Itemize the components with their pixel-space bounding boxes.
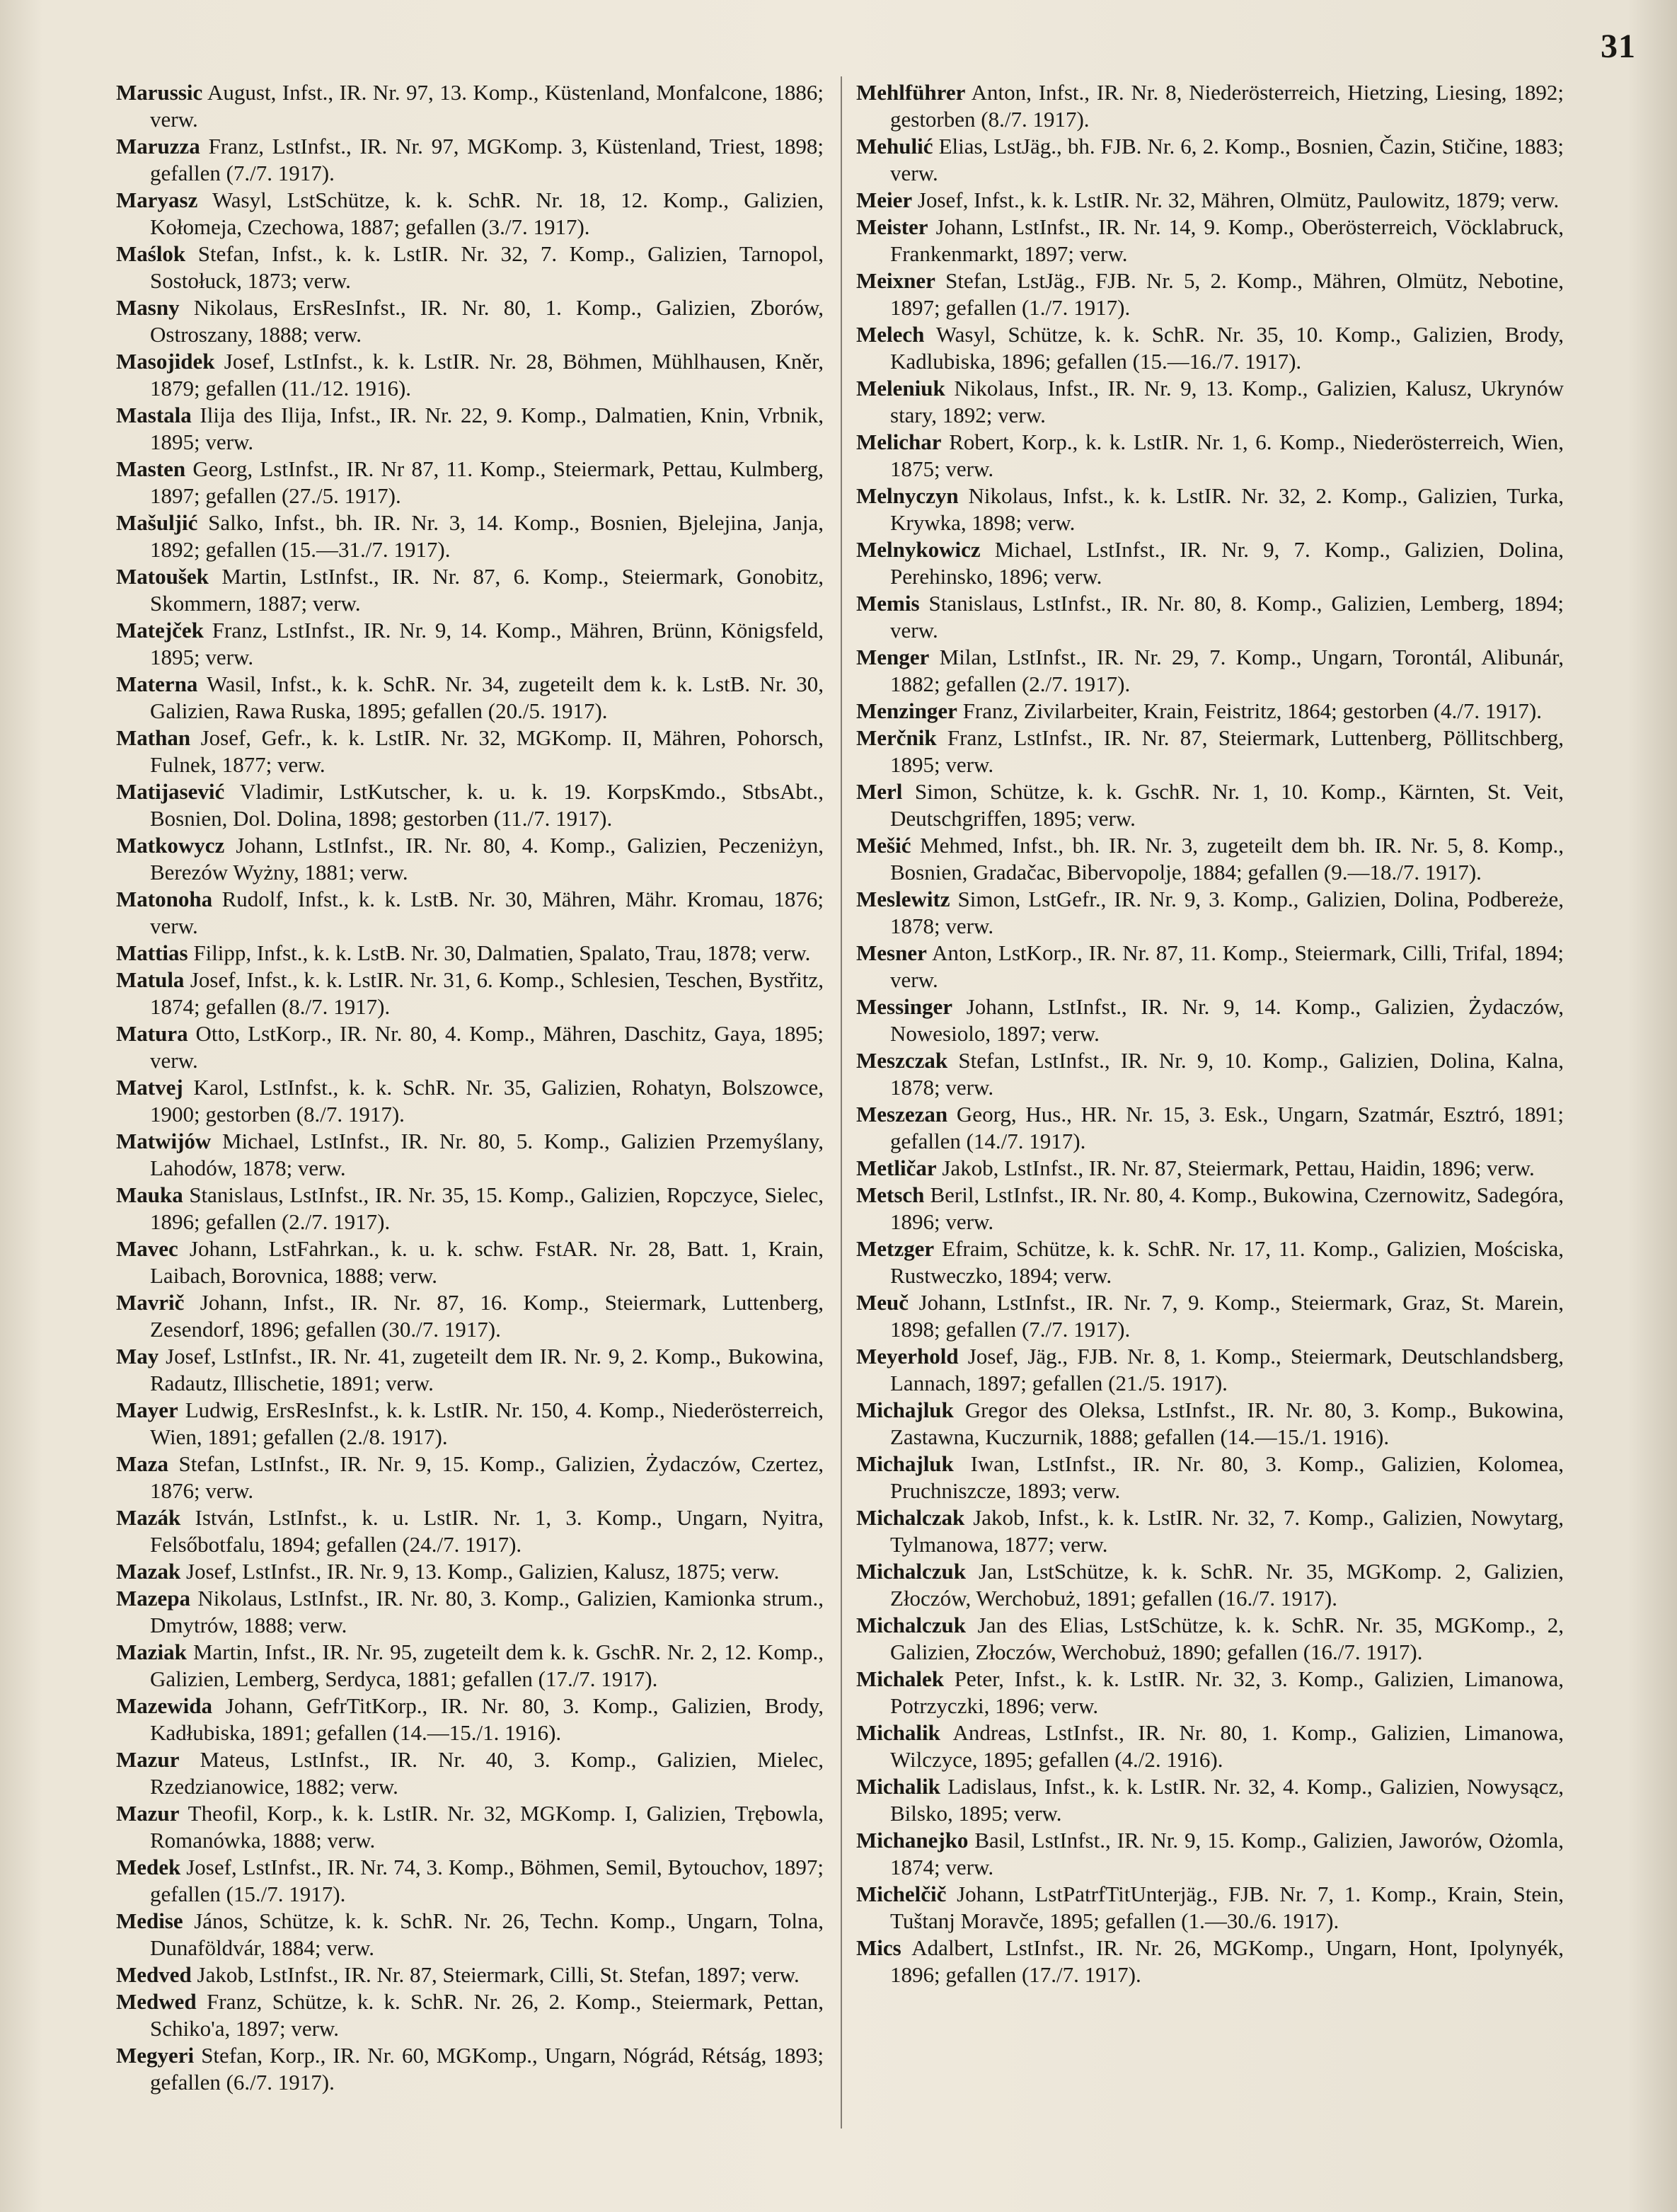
entry-surname: Megyeri: [116, 2043, 195, 2068]
entry-surname: Masny: [116, 295, 180, 320]
list-item: [116, 1397, 824, 1451]
entry-surname: Michajluk: [856, 1451, 954, 1476]
list-item: [116, 671, 824, 725]
entry-surname: Mazur: [116, 1801, 180, 1826]
entry-details: Simon, LstGefr., IR. Nr. 9, 3. Komp., Galizien, Dolina, Podbereże, 1878; verw.: [890, 887, 1564, 938]
entry-details: Franz, LstInfst., IR. Nr. 87, Steiermark, Luttenberg, Pöllitschberg, 1895; verw.: [890, 725, 1564, 777]
entry-details: Vladimir, LstKutscher, k. u. k. 19. KorpsKmdo., StbsAbt., Bosnien, Dol. Dolina, 1898; gestorben (11./7. 1917).: [150, 779, 824, 831]
list-item: [116, 133, 824, 187]
entry-details: Georg, LstInfst., IR. Nr 87, 11. Komp., Steiermark, Pettau, Kulmberg, 1897; gefallen (27./5. 1917).: [150, 456, 824, 508]
entry-surname: Mehulić: [856, 134, 933, 159]
entry-details: Franz, Zivilarbeiter, Krain, Feistritz, 1864; gestorben (4./7. 1917).: [962, 698, 1542, 723]
entry-surname: Melnykowicz: [856, 537, 981, 562]
entry-details: Rudolf, Infst., k. k. LstB. Nr. 30, Mähren, Mähr. Kromau, 1876; verw.: [150, 887, 824, 938]
entry-surname: Maruzza: [116, 134, 200, 159]
list-item: [116, 348, 824, 402]
entry-details: Johann, LstInfst., IR. Nr. 80, 4. Komp., Galizien, Peczeniżyn, Berezów Wyżny, 1881; verw.: [150, 833, 824, 885]
list-item: [116, 1746, 824, 1800]
entry-surname: Matonoha: [116, 887, 213, 911]
entry-details: Stefan, LstInfst., IR. Nr. 9, 15. Komp., Galizien, Żydaczów, Czertez, 1876; verw.: [150, 1451, 824, 1503]
right-column: [856, 79, 1564, 1988]
entry-surname: Michalczak: [856, 1505, 965, 1530]
entry-surname: Meszczak: [856, 1048, 948, 1073]
entry-details: Franz, LstInfst., IR. Nr. 9, 14. Komp., Mähren, Brünn, Königsfeld, 1895; verw.: [150, 618, 824, 669]
list-item: [116, 1182, 824, 1235]
entry-details: Ladislaus, Infst., k. k. LstIR. Nr. 32, 4. Komp., Galizien, Nowysącz, Bilsko, 1895; verw.: [890, 1774, 1564, 1826]
entry-details: Gregor des Oleksa, LstInfst., IR. Nr. 80, 3. Komp., Bukowina, Zastawna, Kuczurnik, 1888; gefallen (14.—15./1. 1916).: [890, 1398, 1564, 1449]
entry-surname: Medise: [116, 1908, 183, 1933]
list-item: [856, 133, 1564, 187]
list-item: [116, 1289, 824, 1343]
entry-surname: Merčnik: [856, 725, 937, 750]
entry-details: Robert, Korp., k. k. LstIR. Nr. 1, 6. Komp., Niederösterreich, Wien, 1875; verw.: [890, 430, 1564, 481]
entry-surname: Mazepa: [116, 1586, 191, 1611]
entry-details: Jan des Elias, LstSchütze, k. k. SchR. Nr. 35, MGKomp., 2, Galizien, Złoczów, Werchobuż, 1890; gefallen (16./7. 1917).: [890, 1613, 1564, 1664]
list-item: [856, 1182, 1564, 1235]
list-item: [116, 1639, 824, 1693]
entry-details: Josef, LstInfst., k. k. LstIR. Nr. 28, Böhmen, Mühlhausen, Kněr, 1879; gefallen (11./12. 1916).: [150, 349, 824, 401]
entry-surname: Merl: [856, 779, 903, 804]
list-item: [856, 1612, 1564, 1666]
entry-details: Stanislaus, LstInfst., IR. Nr. 80, 8. Komp., Galizien, Lemberg, 1894; verw.: [890, 591, 1564, 643]
entry-surname: Mazák: [116, 1505, 181, 1530]
entry-details: Peter, Infst., k. k. LstIR. Nr. 32, 3. Komp., Galizien, Limanowa, Potrzyczki, 1896; verw.: [890, 1666, 1564, 1718]
entry-surname: Meslewitz: [856, 887, 950, 911]
entry-surname: Meier: [856, 188, 913, 212]
entry-details: Franz, LstInfst., IR. Nr. 97, MGKomp. 3, Küstenland, Triest, 1898; gefallen (7./7. 1917).: [150, 134, 824, 185]
entry-surname: Meuč: [856, 1290, 909, 1315]
list-item: [116, 832, 824, 886]
list-item: [856, 1155, 1564, 1182]
entry-details: Martin, LstInfst., IR. Nr. 87, 6. Komp., Steiermark, Gonobitz, Skommern, 1887; verw.: [150, 564, 824, 616]
list-item: [116, 187, 824, 241]
entry-surname: Matkowycz: [116, 833, 225, 858]
entry-details: Wasil, Infst., k. k. SchR. Nr. 34, zugeteilt dem k. k. LstB. Nr. 30, Galizien, Rawa Ruska, 1895; gefallen (20./5. 1917).: [150, 672, 824, 723]
list-item: [856, 778, 1564, 832]
entry-surname: Meixner: [856, 268, 935, 293]
entry-details: Johann, LstPatrfTitUnterjäg., FJB. Nr. 7, 1. Komp., Krain, Stein, Tuštanj Moravče, 1895; gefallen (1.—30./6. 1917).: [890, 1882, 1564, 1933]
entry-details: Josef, LstInfst., IR. Nr. 41, zugeteilt dem IR. Nr. 9, 2. Komp., Bukowina, Radautz, Illischetie, 1891; verw.: [150, 1344, 824, 1395]
entry-surname: Matula: [116, 967, 185, 992]
list-item: [856, 1235, 1564, 1289]
entry-surname: Medved: [116, 1962, 192, 1987]
entry-surname: Metzger: [856, 1236, 935, 1261]
entry-details: Adalbert, LstInfst., IR. Nr. 26, MGKomp., Ungarn, Hont, Ipolynyék, 1896; gefallen (17./7. 1917).: [890, 1935, 1564, 1987]
list-item: [116, 1962, 824, 1988]
entry-details: Josef, Jäg., FJB. Nr. 8, 1. Komp., Steiermark, Deutschlandsberg, Lannach, 1897; gefallen (21./5. 1917).: [890, 1344, 1564, 1395]
list-item: [856, 1666, 1564, 1720]
list-item: [856, 1289, 1564, 1343]
entry-surname: Marussic: [116, 80, 203, 105]
entry-details: Georg, Hus., HR. Nr. 15, 3. Esk., Ungarn, Szatmár, Esztró, 1891; gefallen (14./7. 1917).: [890, 1102, 1564, 1153]
entry-details: August, Infst., IR. Nr. 97, 13. Komp., Küstenland, Monfalcone, 1886; verw.: [150, 80, 824, 132]
entry-surname: Melech: [856, 322, 925, 347]
entry-details: Michael, LstInfst., IR. Nr. 80, 5. Komp., Galizien Przemyślany, Lahodów, 1878; verw.: [150, 1129, 824, 1180]
entry-details: Anton, Infst., IR. Nr. 8, Niederösterreich, Hietzing, Liesing, 1892; gestorben (8./7. 1917).: [890, 80, 1564, 132]
list-item: [116, 1585, 824, 1639]
entry-surname: Mauka: [116, 1182, 183, 1207]
list-item: [116, 241, 824, 294]
list-item: [856, 214, 1564, 267]
entry-surname: Mics: [856, 1935, 901, 1960]
entry-surname: Michalczuk: [856, 1613, 966, 1637]
list-item: [116, 1451, 824, 1504]
entry-details: Jakob, LstInfst., IR. Nr. 87, Steiermark, Pettau, Haidin, 1896; verw.: [942, 1156, 1535, 1180]
list-item: [856, 940, 1564, 993]
list-item: [856, 187, 1564, 214]
list-item: [116, 778, 824, 832]
entry-surname: Masten: [116, 456, 186, 481]
list-item: [116, 1558, 824, 1585]
entry-details: Stefan, LstInfst., IR. Nr. 9, 10. Komp., Galizien, Dolina, Kalna, 1878; verw.: [890, 1048, 1564, 1100]
entry-surname: Menger: [856, 645, 930, 669]
entry-details: Karol, LstInfst., k. k. SchR. Nr. 35, Galizien, Rohatyn, Bolszowce, 1900; gestorben (8./7. 1917).: [150, 1075, 824, 1127]
list-item: [116, 1693, 824, 1746]
list-item: [116, 1128, 824, 1182]
entry-details: Johann, LstFahrkan., k. u. k. schw. FstAR. Nr. 28, Batt. 1, Krain, Laibach, Borovnica, 1888; verw.: [150, 1236, 824, 1288]
entry-surname: Melichar: [856, 430, 942, 454]
entry-details: Josef, LstInfst., IR. Nr. 9, 13. Komp., Galizien, Kalusz, 1875; verw.: [186, 1559, 780, 1584]
entry-details: Stanislaus, LstInfst., IR. Nr. 35, 15. Komp., Galizien, Ropczyce, Sielec, 1896; gefallen (2./7. 1917).: [150, 1182, 824, 1234]
entry-details: Anton, LstKorp., IR. Nr. 87, 11. Komp., Steiermark, Cilli, Trifal, 1894; verw.: [890, 940, 1564, 992]
entry-surname: Michalek: [856, 1666, 944, 1691]
list-item: [116, 1343, 824, 1397]
entry-details: Ludwig, ErsResInfst., k. k. LstIR. Nr. 150, 4. Komp., Niederösterreich, Wien, 1891; gefallen (2./8. 1917).: [150, 1398, 824, 1449]
entry-surname: Metličar: [856, 1156, 937, 1180]
list-item: [856, 1047, 1564, 1101]
entry-details: István, LstInfst., k. u. LstIR. Nr. 1, 3. Komp., Ungarn, Nyitra, Felsőbotfalu, 1894; gefallen (24./7. 1917).: [150, 1505, 824, 1557]
list-item: [116, 563, 824, 617]
entry-details: Michael, LstInfst., IR. Nr. 9, 7. Komp., Galizien, Dolina, Perehinsko, 1896; verw.: [890, 537, 1564, 589]
entry-surname: Mehlführer: [856, 80, 966, 105]
entry-surname: Michalik: [856, 1774, 940, 1799]
entry-details: Simon, Schütze, k. k. GschR. Nr. 1, 10. Komp., Kärnten, St. Veit, Deutschgriffen, 1895; verw.: [890, 779, 1564, 831]
list-item: [856, 536, 1564, 590]
entry-details: János, Schütze, k. k. SchR. Nr. 26, Techn. Komp., Ungarn, Tolna, Dunaföldvár, 1884; verw.: [150, 1908, 824, 1960]
entry-surname: Maślok: [116, 241, 186, 266]
entry-surname: Mayer: [116, 1398, 178, 1422]
entry-surname: Mešić: [856, 833, 911, 858]
entry-surname: Mathan: [116, 725, 191, 750]
entry-details: Wasyl, LstSchütze, k. k. SchR. Nr. 18, 12. Komp., Galizien, Kołomeja, Czechowa, 1887; gefallen (3./7. 1917).: [150, 188, 824, 239]
entry-surname: Meszezan: [856, 1102, 948, 1127]
list-item: [856, 1504, 1564, 1558]
entry-details: Jakob, LstInfst., IR. Nr. 87, Steiermark, Cilli, St. Stefan, 1897; verw.: [197, 1962, 800, 1987]
entry-details: Beril, LstInfst., IR. Nr. 80, 4. Komp., Bukowina, Czernowitz, Sadegóra, 1896; verw.: [890, 1182, 1564, 1234]
entry-details: Mehmed, Infst., bh. IR. Nr. 3, zugeteilt dem bh. IR. Nr. 5, 8. Komp., Bosnien, Gradačac, Bibervopolje, 1884; gefallen (9.—18./7. 1917).: [890, 833, 1564, 885]
entry-details: Filipp, Infst., k. k. LstB. Nr. 30, Dalmatien, Spalato, Trau, 1878; verw.: [193, 940, 811, 965]
list-item: [856, 590, 1564, 644]
list-item: [856, 267, 1564, 321]
list-item: [116, 1908, 824, 1962]
list-item: [856, 1101, 1564, 1155]
list-item: [856, 429, 1564, 483]
entry-details: Jan, LstSchütze, k. k. SchR. Nr. 35, MGKomp. 2, Galizien, Złoczów, Werchobuż, 1891; gefallen (16./7. 1917).: [890, 1559, 1564, 1611]
list-item: [856, 321, 1564, 375]
list-item: [116, 79, 824, 133]
entry-details: Otto, LstKorp., IR. Nr. 80, 4. Komp., Mähren, Daschitz, Gaya, 1895; verw.: [150, 1021, 824, 1073]
entry-details: Josef, Infst., k. k. LstIR. Nr. 32, Mähren, Olmütz, Paulowitz, 1879; verw.: [917, 188, 1560, 212]
page-number: 31: [1601, 28, 1636, 65]
entry-surname: Melnyczyn: [856, 483, 959, 508]
entry-surname: Mavrič: [116, 1290, 185, 1315]
list-item: [856, 698, 1564, 725]
entry-surname: Materna: [116, 672, 198, 696]
entry-details: Johann, LstInfst., IR. Nr. 9, 14. Komp., Galizien, Żydaczów, Nowesiolo, 1897; verw.: [890, 994, 1564, 1046]
entry-surname: Matejček: [116, 618, 204, 643]
list-item: [116, 886, 824, 940]
entry-surname: Maza: [116, 1451, 169, 1476]
entry-details: Stefan, Infst., k. k. LstIR. Nr. 32, 7. Komp., Galizien, Tarnopol, Sostołuck, 1873; verw.: [150, 241, 824, 293]
entry-details: Franz, Schütze, k. k. SchR. Nr. 26, 2. Komp., Steiermark, Pettan, Schiko'a, 1897; verw.: [150, 1989, 824, 2041]
entry-details: Elias, LstJäg., bh. FJB. Nr. 6, 2. Komp., Bosnien, Čazin, Stičine, 1883; verw.: [890, 134, 1564, 185]
list-item: [116, 725, 824, 778]
entry-surname: Michajluk: [856, 1398, 954, 1422]
entry-surname: Messinger: [856, 994, 953, 1019]
entry-surname: Mastala: [116, 403, 192, 427]
entry-details: Johann, GefrTitKorp., IR. Nr. 80, 3. Komp., Galizien, Brody, Kadłubiska, 1891; gefallen (14.—15./1. 1916).: [150, 1693, 824, 1745]
entry-surname: Meleniuk: [856, 376, 945, 401]
list-item: [856, 1397, 1564, 1451]
entry-details: Jakob, Infst., k. k. LstIR. Nr. 32, 7. Komp., Galizien, Nowytarg, Tylmanowa, 1877; verw.: [890, 1505, 1564, 1557]
entry-surname: Mattias: [116, 940, 188, 965]
list-item: [856, 1343, 1564, 1397]
list-item: [856, 1935, 1564, 1988]
entry-surname: Matvej: [116, 1075, 183, 1100]
entry-details: Josef, Gefr., k. k. LstIR. Nr. 32, MGKomp. II, Mähren, Pohorsch, Fulnek, 1877; verw.: [150, 725, 824, 777]
list-item: [116, 1235, 824, 1289]
list-item: [856, 725, 1564, 778]
entry-surname: Meyerhold: [856, 1344, 959, 1369]
entry-details: Johann, Infst., IR. Nr. 87, 16. Komp., Steiermark, Luttenberg, Zesendorf, 1896; gefallen (30./7. 1917).: [150, 1290, 824, 1342]
entry-surname: Masojidek: [116, 349, 215, 374]
list-item: [116, 294, 824, 348]
entry-details: Martin, Infst., IR. Nr. 95, zugeteilt dem k. k. GschR. Nr. 2, 12. Komp., Galizien, Lemberg, Serdyca, 1881; gefallen (17./7. 1917).: [150, 1640, 824, 1691]
list-item: [856, 1773, 1564, 1827]
list-item: [116, 967, 824, 1020]
list-item: [856, 1451, 1564, 1504]
entry-surname: Matwijów: [116, 1129, 212, 1153]
entry-details: Nikolaus, Infst., k. k. LstIR. Nr. 32, 2. Komp., Galizien, Turka, Krywka, 1898; verw.: [890, 483, 1564, 535]
entry-surname: May: [116, 1344, 159, 1369]
entry-details: Ilija des Ilija, Infst., IR. Nr. 22, 9. Komp., Dalmatien, Knin, Vrbnik, 1895; verw.: [150, 403, 824, 454]
entry-surname: Mašuljić: [116, 510, 198, 535]
list-item: [856, 79, 1564, 133]
list-item: [856, 644, 1564, 698]
left-column: [116, 79, 824, 2096]
entry-surname: Mazewida: [116, 1693, 213, 1718]
entry-details: Stefan, LstJäg., FJB. Nr. 5, 2. Komp., Mähren, Olmütz, Nebotine, 1897; gefallen (1./7. 1917).: [890, 268, 1564, 320]
list-item: [856, 832, 1564, 886]
list-item: [856, 1558, 1564, 1612]
entry-surname: Michalik: [856, 1720, 940, 1745]
entry-surname: Michanejko: [856, 1828, 969, 1853]
entry-surname: Matura: [116, 1021, 188, 1046]
list-item: [116, 509, 824, 563]
list-item: [116, 1854, 824, 1908]
entry-surname: Memis: [856, 591, 920, 616]
entry-details: Josef, LstInfst., IR. Nr. 74, 3. Komp., Böhmen, Semil, Bytouchov, 1897; gefallen (15./7. 1917).: [150, 1855, 824, 1906]
entry-surname: Mesner: [856, 940, 927, 965]
entry-details: Stefan, Korp., IR. Nr. 60, MGKomp., Ungarn, Nógrád, Rétság, 1893; gefallen (6./7. 1917).: [150, 2043, 824, 2095]
list-item: [116, 1800, 824, 1854]
entry-surname: Menzinger: [856, 698, 957, 723]
entry-surname: Michelčič: [856, 1882, 947, 1906]
entry-details: Milan, LstInfst., IR. Nr. 29, 7. Komp., Ungarn, Torontál, Alibunár, 1882; gefallen (2./7. 1917).: [890, 645, 1564, 696]
entry-surname: Medek: [116, 1855, 181, 1879]
entry-surname: Mazur: [116, 1747, 180, 1772]
entry-details: Nikolaus, LstInfst., IR. Nr. 80, 3. Komp., Galizien, Kamionka strum., Dmytrów, 1888; verw.: [150, 1586, 824, 1637]
list-item: [116, 1020, 824, 1074]
entry-details: Andreas, LstInfst., IR. Nr. 80, 1. Komp., Galizien, Limanowa, Wilczyce, 1895; gefallen (4./2. 1916).: [890, 1720, 1564, 1772]
entry-details: Wasyl, Schütze, k. k. SchR. Nr. 35, 10. Komp., Galizien, Brody, Kadlubiska, 1896; gefallen (15.—16./7. 1917).: [890, 322, 1564, 374]
entry-details: Theofil, Korp., k. k. LstIR. Nr. 32, MGKomp. I, Galizien, Trębowla, Romanówka, 1888; verw.: [150, 1801, 824, 1853]
entry-details: Iwan, LstInfst., IR. Nr. 80, 3. Komp., Galizien, Kolomea, Pruchniszcze, 1893; verw.: [890, 1451, 1564, 1503]
list-item: [856, 993, 1564, 1047]
entry-surname: Metsch: [856, 1182, 925, 1207]
list-item: [116, 2042, 824, 2096]
entry-details: Mateus, LstInfst., IR. Nr. 40, 3. Komp., Galizien, Mielec, Rzedzianowice, 1882; verw.: [150, 1747, 824, 1799]
entry-surname: Matoušek: [116, 564, 209, 589]
entry-surname: Mavec: [116, 1236, 178, 1261]
entry-surname: Matijasević: [116, 779, 225, 804]
entry-surname: Maziak: [116, 1640, 187, 1664]
list-item: [116, 1988, 824, 2042]
entry-surname: Meister: [856, 214, 928, 239]
entry-details: Johann, LstInfst., IR. Nr. 7, 9. Komp., Steiermark, Graz, St. Marein, 1898; gefallen (7./7. 1917).: [890, 1290, 1564, 1342]
list-item: [856, 483, 1564, 536]
entry-details: Johann, LstInfst., IR. Nr. 14, 9. Komp., Oberösterreich, Vöcklabruck, Frankenmarkt, 1897; verw.: [890, 214, 1564, 266]
entry-surname: Mazak: [116, 1559, 181, 1584]
list-item: [856, 1881, 1564, 1935]
entry-surname: Maryasz: [116, 188, 198, 212]
list-item: [856, 886, 1564, 940]
entry-details: Nikolaus, Infst., IR. Nr. 9, 13. Komp., Galizien, Kalusz, Ukrynów stary, 1892; verw.: [890, 376, 1564, 427]
entry-details: Basil, LstInfst., IR. Nr. 9, 15. Komp., Galizien, Jaworów, Ożomla, 1874; verw.: [890, 1828, 1564, 1879]
list-item: [116, 402, 824, 456]
entry-details: Efraim, Schütze, k. k. SchR. Nr. 17, 11. Komp., Galizien, Mościska, Rustweczko, 1894; verw.: [890, 1236, 1564, 1288]
entry-surname: Medwed: [116, 1989, 197, 2014]
list-item: [856, 1827, 1564, 1881]
list-item: [116, 617, 824, 671]
column-divider: [841, 76, 842, 2129]
entry-details: Salko, Infst., bh. IR. Nr. 3, 14. Komp., Bosnien, Bjelejina, Janja, 1892; gefallen (15.—31./7. 1917).: [150, 510, 824, 562]
list-item: [116, 1074, 824, 1128]
list-item: [856, 1720, 1564, 1773]
list-item: [116, 1504, 824, 1558]
list-item: [856, 375, 1564, 429]
list-item: [116, 940, 824, 967]
entry-details: Josef, Infst., k. k. LstIR. Nr. 31, 6. Komp., Schlesien, Teschen, Bystřitz, 1874; gefallen (8./7. 1917).: [150, 967, 824, 1019]
entry-surname: Michalczuk: [856, 1559, 966, 1584]
entry-details: Nikolaus, ErsResInfst., IR. Nr. 80, 1. Komp., Galizien, Zborów, Ostroszany, 1888; verw.: [150, 295, 824, 347]
list-item: [116, 456, 824, 509]
